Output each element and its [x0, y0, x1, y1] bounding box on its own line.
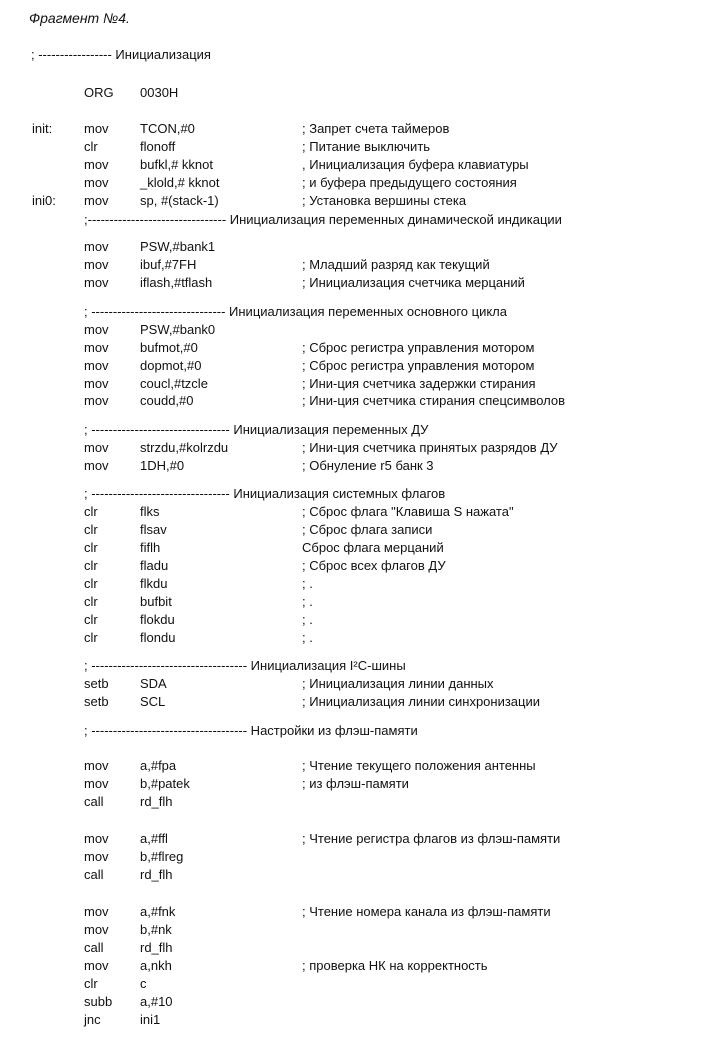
code-line [0, 156, 711, 173]
comment: ; Младший разряд как текущий [302, 257, 490, 272]
code-line [0, 793, 711, 810]
comment: ; Ини-ция счетчика принятых разрядов ДУ [302, 440, 558, 455]
section-separator [0, 421, 711, 438]
mnemonic: mov [84, 157, 109, 172]
mnemonic: mov [84, 322, 109, 337]
comment: ; Сброс всех флагов ДУ [302, 558, 446, 573]
separator-text: ; -------------------------------- Инициализация системных флагов [84, 486, 446, 501]
mnemonic: mov [84, 193, 109, 208]
operand: PSW,#bank1 [140, 239, 216, 254]
comment: ; Чтение текущего положения антенны [302, 758, 536, 773]
operand: a,#ffl [140, 831, 168, 846]
operand: _klold,# kknot [140, 175, 220, 190]
operand: rd_flh [140, 867, 173, 882]
code-line [0, 557, 711, 574]
comment: ; Питание выключить [302, 139, 431, 154]
comment: ; Сброс регистра управления мотором [302, 340, 535, 355]
operand: ini1 [140, 1012, 161, 1027]
code-line [0, 321, 711, 338]
section-separator [0, 46, 711, 63]
operand: 1DH,#0 [140, 458, 185, 473]
comment: ; из флэш-памяти [302, 776, 409, 791]
mnemonic: mov [84, 758, 109, 773]
code-line [0, 439, 711, 456]
code-line [0, 775, 711, 792]
operand: flsav [140, 522, 167, 537]
operand: 0030H [140, 85, 179, 100]
operand: a,nkh [140, 958, 172, 973]
mnemonic: mov [84, 257, 109, 272]
comment: ; . [302, 594, 313, 609]
mnemonic: mov [84, 776, 109, 791]
mnemonic: mov [84, 376, 109, 391]
mnemonic: mov [84, 358, 109, 373]
operand: PSW,#bank0 [140, 322, 216, 337]
operand: flonoff [140, 139, 176, 154]
comment: , Инициализация буфера клавиатуры [302, 157, 529, 172]
mnemonic: mov [84, 275, 109, 290]
comment: ; Чтение регистра флагов из флэш-памяти [302, 831, 561, 846]
mnemonic: mov [84, 121, 109, 136]
comment: ; Ини-ция счетчика стирания спецсимволов [302, 393, 566, 408]
mnemonic: call [84, 867, 104, 882]
mnemonic: call [84, 794, 104, 809]
code-line [0, 375, 711, 392]
operand: flondu [140, 630, 176, 645]
mnemonic: mov [84, 849, 109, 864]
mnemonic: mov [84, 440, 109, 455]
mnemonic: mov [84, 340, 109, 355]
code-line [0, 629, 711, 646]
comment: ; проверка НК на корректность [302, 958, 488, 973]
code-line [0, 593, 711, 610]
mnemonic: mov [84, 831, 109, 846]
code-line [0, 174, 711, 191]
operand: coudd,#0 [140, 393, 194, 408]
section-separator [0, 211, 711, 228]
operand: bufkl,# kknot [140, 157, 213, 172]
code-line [0, 675, 711, 692]
separator-text: ; ----------------- Инициализация [31, 47, 211, 62]
code-line [0, 357, 711, 374]
comment: ; Обнуление r5 банк 3 [302, 458, 434, 473]
operand: c [140, 976, 147, 991]
fragment-title: Фрагмент №4. [29, 10, 130, 26]
separator-text: ; -------------------------------- Инициализация переменных ДУ [84, 422, 429, 437]
mnemonic: setb [84, 676, 109, 691]
mnemonic: clr [84, 522, 98, 537]
comment: ; и буфера предыдущего состояния [302, 175, 517, 190]
comment: ; Сброс регистра управления мотором [302, 358, 535, 373]
operand: SCL [140, 694, 166, 709]
code-line [0, 1011, 711, 1028]
mnemonic: mov [84, 458, 109, 473]
code-line [0, 993, 711, 1010]
operand: a,#10 [140, 994, 173, 1009]
operand: flkdu [140, 576, 168, 591]
separator-text: ; ------------------------------------ Настройки из флэш-памяти [84, 723, 418, 738]
operand: bufbit [140, 594, 172, 609]
code-line [0, 503, 711, 520]
code-line [0, 521, 711, 538]
code-line [0, 256, 711, 273]
comment: ; Сброс флага записи [302, 522, 433, 537]
section-separator [0, 485, 711, 502]
operand: flokdu [140, 612, 175, 627]
mnemonic: clr [84, 558, 98, 573]
code-line [0, 921, 711, 938]
section-separator [0, 657, 711, 674]
operand: flks [140, 504, 160, 519]
operand: rd_flh [140, 940, 173, 955]
comment: ; Чтение номера канала из флэш-памяти [302, 904, 551, 919]
operand: iflash,#tflash [140, 275, 213, 290]
comment: ; Установка вершины стека [302, 193, 467, 208]
mnemonic: subb [84, 994, 113, 1009]
operand: fiflh [140, 540, 161, 555]
mnemonic: mov [84, 239, 109, 254]
code-line [0, 120, 711, 137]
mnemonic: mov [84, 393, 109, 408]
mnemonic: clr [84, 630, 98, 645]
comment: ; Инициализация счетчика мерцаний [302, 275, 525, 290]
code-label: init: [32, 121, 53, 136]
comment: ; . [302, 630, 313, 645]
code-line [0, 957, 711, 974]
code-line [0, 457, 711, 474]
section-separator [0, 722, 711, 739]
mnemonic: clr [84, 504, 98, 519]
operand: b,#patek [140, 776, 190, 791]
code-line [0, 392, 711, 409]
operand: a,#fnk [140, 904, 176, 919]
mnemonic: setb [84, 694, 109, 709]
code-line [0, 848, 711, 865]
code-line [0, 903, 711, 920]
operand: strzdu,#kolrzdu [140, 440, 229, 455]
operand: dopmot,#0 [140, 358, 202, 373]
mnemonic: mov [84, 175, 109, 190]
mnemonic: jnc [84, 1012, 101, 1027]
mnemonic: clr [84, 594, 98, 609]
comment: ; Инициализация линии данных [302, 676, 494, 691]
mnemonic: clr [84, 576, 98, 591]
operand: coucl,#tzcle [140, 376, 208, 391]
operand: b,#flreg [140, 849, 184, 864]
mnemonic: clr [84, 139, 98, 154]
mnemonic: clr [84, 976, 98, 991]
code-line [0, 192, 711, 209]
code-line [0, 757, 711, 774]
comment: Сброс флага мерцаний [302, 540, 444, 555]
mnemonic: ORG [84, 85, 114, 100]
code-line [0, 611, 711, 628]
code-line [0, 975, 711, 992]
mnemonic: clr [84, 540, 98, 555]
separator-text: ; ------------------------------------ Инициализация I²C-шины [84, 658, 406, 673]
separator-text: ; ------------------------------- Инициализация переменных основного цикла [84, 304, 507, 319]
operand: ibuf,#7FH [140, 257, 197, 272]
operand: SDA [140, 676, 167, 691]
comment: ; . [302, 612, 313, 627]
code-line [0, 274, 711, 291]
comment: ; Сброс флага "Клавиша S нажата" [302, 504, 514, 519]
operand: b,#nk [140, 922, 172, 937]
code-line [0, 830, 711, 847]
mnemonic: mov [84, 904, 109, 919]
separator-text: ;-------------------------------- Инициализация переменных динамической индикации [84, 212, 562, 227]
mnemonic: call [84, 940, 104, 955]
operand: fladu [140, 558, 169, 573]
comment: ; . [302, 576, 313, 591]
operand: rd_flh [140, 794, 173, 809]
code-line [0, 339, 711, 356]
mnemonic: mov [84, 922, 109, 937]
comment: ; Инициализация линии синхронизации [302, 694, 541, 709]
comment: ; Запрет счета таймеров [302, 121, 450, 136]
mnemonic: clr [84, 612, 98, 627]
operand: a,#fpa [140, 758, 177, 773]
code-label: ini0: [32, 193, 56, 208]
mnemonic: mov [84, 958, 109, 973]
code-line [0, 866, 711, 883]
code-line [0, 693, 711, 710]
code-line [0, 238, 711, 255]
code-line [0, 539, 711, 556]
code-line [0, 575, 711, 592]
operand: sp, #(stack-1) [140, 193, 219, 208]
section-separator [0, 303, 711, 320]
operand: TCON,#0 [140, 121, 195, 136]
comment: ; Ини-ция счетчика задержки стирания [302, 376, 536, 391]
code-line [0, 138, 711, 155]
operand: bufmot,#0 [140, 340, 198, 355]
code-line [0, 84, 711, 101]
code-line [0, 939, 711, 956]
